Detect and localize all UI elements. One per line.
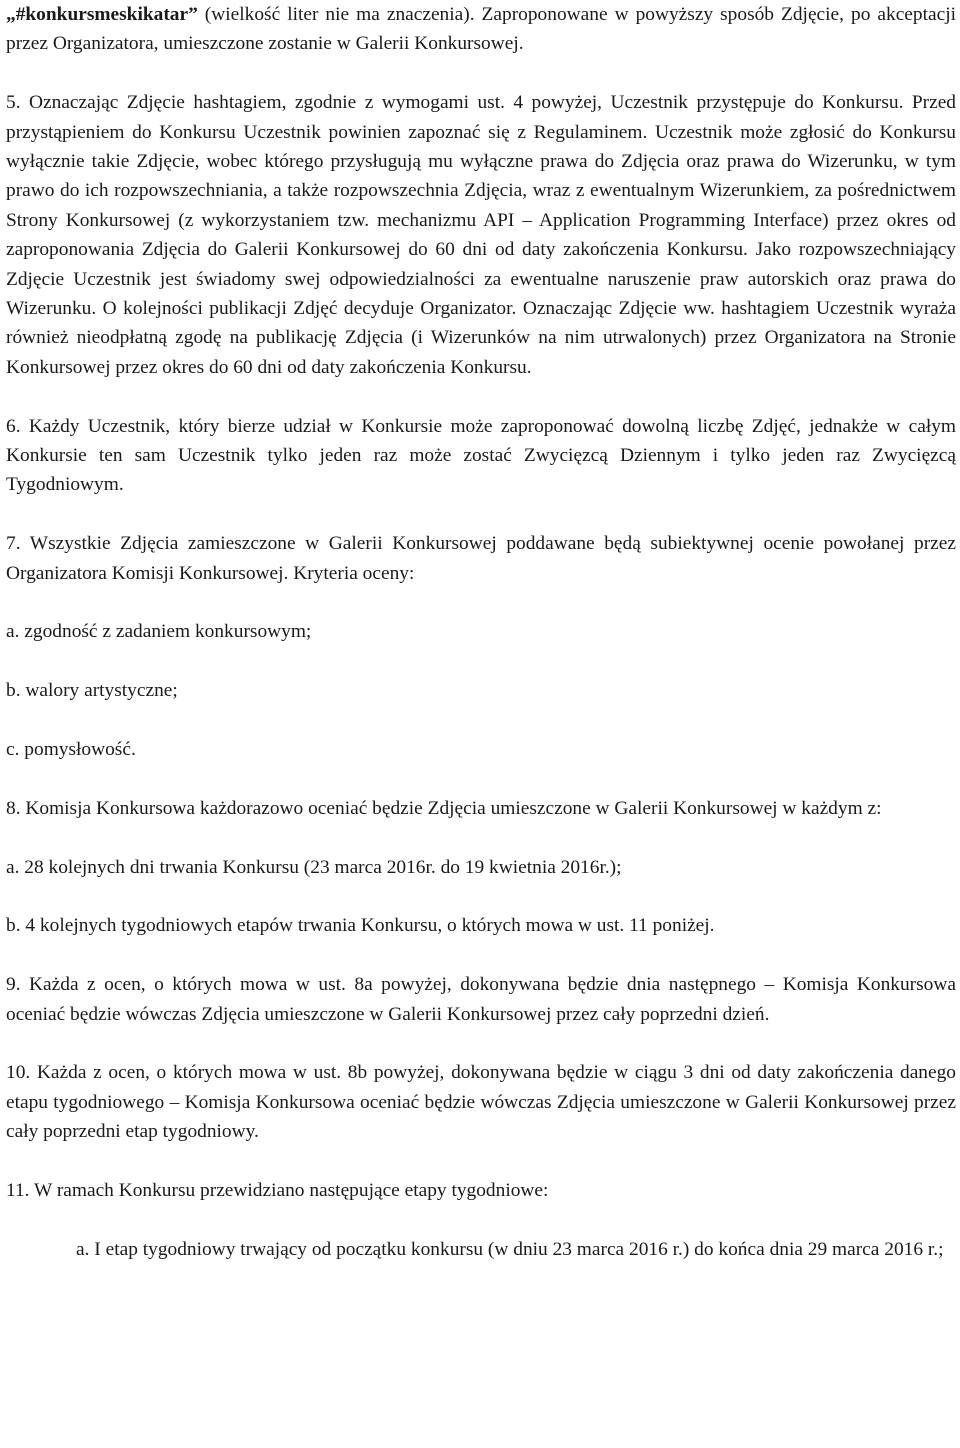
evaluation-period-item: b. 4 kolejnych tygodniowych etapów trwania Konkursu, o których mowa w ust. 11 poniżej. xyxy=(6,915,715,937)
criterion-item: b. walory artystyczne; xyxy=(6,680,178,702)
paragraph-8: 8. Komisja Konkursowa każdorazowo oceniać będzie Zdjęcia umieszczone w Galerii Konkursowej w każdym z: xyxy=(6,797,882,819)
criterion-item: c. pomysłowość. xyxy=(6,739,136,761)
intro-text: (wielkość liter nie ma znaczenia). Zaproponowane w powyższy sposób Zdjęcie, po akceptacji przez Organizatora, umieszczone zostanie w Galerii Konkursowej. xyxy=(6,4,956,55)
intro-paragraph xyxy=(6,0,956,59)
paragraph-9: 9. Każda z ocen, o których mowa w ust. 8a powyżej, dokonywana będzie dnia następnego – Komisja Konkursowa oceniać będzie wówczas Zdjęcia umieszczone w Galerii Konkursowej przez cały poprzedni dzień. xyxy=(6,974,956,1025)
contest-hashtag: „#konkursmeskikatar” xyxy=(6,4,198,25)
paragraph-6: 6. Każdy Uczestnik, który bierze udział w Konkursie może zaproponować dowolną liczbę Zdjęć, jednakże w całym Konkursie ten sam Uczestnik tylko jeden raz może zostać Zwycięzcą Dziennym i tylko jeden raz Zwycięzcą Tygodniowym. xyxy=(6,415,956,496)
evaluation-period-item: a. 28 kolejnych dni trwania Konkursu (23 marca 2016r. do 19 kwietnia 2016r.); xyxy=(6,856,622,878)
paragraph-5: 5. Oznaczając Zdjęcie hashtagiem, zgodnie z wymogami ust. 4 powyżej, Uczestnik przystępuje do Konkursu. Przed przystąpieniem do Konkursu Uczestnik powinien zapoznać się z Regulaminem. Uczestnik może zgłosić do Konkursu wyłącznie takie Zdjęcie, wobec którego przysługują mu wyłączne prawa do Zdjęcia oraz prawa do Wizerunku, w tym prawo do ich rozpowszechniania, a także rozpowszechnia Zdjęcia, wraz z ewentualnym Wizerunkiem, za pośrednictwem Strony Konkursowej (z wykorzystaniem tzw. mechanizmu API – Application Programming Interface) przez okres od zaproponowania Zdjęcia do Galerii Konkursowej do 60 dni od daty zakończenia Konkursu. Jako rozpowszechniający Zdjęcie Uczestnik jest świadomy swej odpowiedzialności za ewentualne naruszenie praw autorskich oraz prawa do Wizerunku. O kolejności publikacji Zdjęć decyduje Organizator. Oznaczając Zdjęcie ww. hashtagiem Uczestnik wyraża również nieodpłatną zgodę na publikację Zdjęcia (i Wizerunków na nim utrwalonych) przez Organizatora na Stronie Konkursowej przez okres do 60 dni od daty zakończenia Konkursu. xyxy=(6,92,956,378)
weekly-stage-item: a. I etap tygodniowy trwający od początku konkursu (w dniu 23 marca 2016 r.) do końca dnia 29 marca 2016 r.; xyxy=(76,1238,944,1260)
criterion-item: a. zgodność z zadaniem konkursowym; xyxy=(6,621,312,643)
paragraph-11: 11. W ramach Konkursu przewidziano następujące etapy tygodniowe: xyxy=(6,1180,549,1202)
paragraph-10: 10. Każda z ocen, o których mowa w ust. 8b powyżej, dokonywana będzie w ciągu 3 dni od daty zakończenia danego etapu tygodniowego – Komisja Konkursowa oceniać będzie wówczas Zdjęcia umieszczone w Galerii Konkursowej przez cały poprzedni etap tygodniowy. xyxy=(6,1062,956,1143)
paragraph-7: 7. Wszystkie Zdjęcia zamieszczone w Galerii Konkursowej poddawane będą subiektywnej ocenie powołanej przez Organizatora Komisji Konkursowej. Kryteria oceny: xyxy=(6,533,956,584)
